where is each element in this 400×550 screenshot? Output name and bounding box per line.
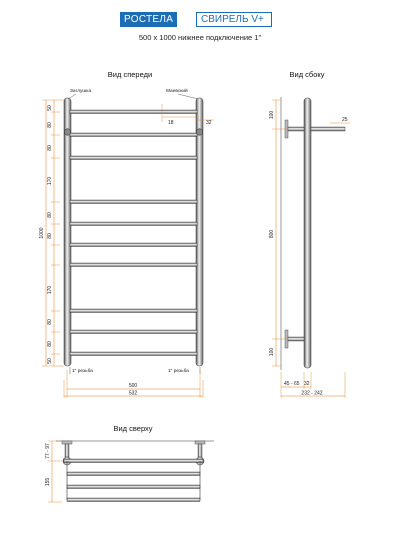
rung xyxy=(70,309,197,313)
dim-v-2: 80 xyxy=(47,145,53,151)
side-dim-bottom: 100 xyxy=(269,347,275,357)
thread-left-label: 1" резьба xyxy=(72,369,93,374)
side-dim-bracket: 45 - 65 xyxy=(284,381,300,387)
top-dim-upper: 77 - 97 xyxy=(45,443,51,459)
dim-v-7: 80 xyxy=(47,319,53,325)
lower-bracket-arm xyxy=(288,337,304,341)
rung xyxy=(70,200,197,204)
rungs xyxy=(70,110,197,356)
dim-v-9: 50 xyxy=(47,358,53,364)
side-rung-stub xyxy=(311,127,345,131)
side-dim-top: 100 xyxy=(269,110,275,120)
dim-overall: 532 xyxy=(128,390,138,397)
plug-label: Заглушка xyxy=(70,89,92,94)
front-view-title: Вид спереди xyxy=(107,70,153,79)
side-dim-center: 800 xyxy=(269,229,275,239)
dim-v-6: 170 xyxy=(47,285,53,295)
top-rung-3 xyxy=(67,485,200,489)
left-post xyxy=(64,98,71,366)
dim-v-4: 80 xyxy=(47,212,53,218)
dim-v-0: 50 xyxy=(47,105,53,111)
bracket-left-top xyxy=(64,129,70,135)
top-bracket-right-arm xyxy=(198,444,202,457)
thread-right-label: 1" резьба xyxy=(168,369,189,374)
right-post xyxy=(196,98,203,366)
brand-label: РОСТЕЛА xyxy=(120,12,177,27)
top-view-title: Вид сверху xyxy=(113,424,153,433)
rung xyxy=(70,330,197,334)
upper-bracket-arm xyxy=(288,127,304,131)
front-width-dimensions xyxy=(64,370,203,398)
side-view xyxy=(269,70,350,398)
front-left-dimensions xyxy=(39,100,64,366)
top-bracket-left-arm xyxy=(65,444,69,457)
subtitle: 500 x 1000 нижнее подключение 1" xyxy=(138,33,262,42)
top-view xyxy=(45,424,214,502)
front-view xyxy=(39,70,214,398)
dim-32: 32 xyxy=(206,120,212,126)
top-rung-1 xyxy=(64,459,203,463)
dim-18: 18 xyxy=(168,120,174,126)
dim-v-8: 80 xyxy=(47,341,53,347)
rung xyxy=(70,222,197,226)
dim-v-1: 80 xyxy=(47,122,53,128)
valve-label: Маевский xyxy=(166,89,188,94)
side-view-title: Вид сбоку xyxy=(289,70,325,79)
top-bracket-right-plate xyxy=(195,441,205,444)
dim-v-5: 80 xyxy=(47,233,53,239)
dim-width: 500 xyxy=(128,383,138,389)
dim-v-3: 170 xyxy=(47,176,53,186)
rung xyxy=(70,110,197,114)
top-dim-lower: 155 xyxy=(45,477,51,487)
side-dim-25: 25 xyxy=(342,117,348,123)
side-dim-32: 32 xyxy=(304,381,310,387)
rung xyxy=(70,352,197,356)
side-dim-total: 232 - 242 xyxy=(301,390,323,397)
rung xyxy=(70,243,197,247)
dim-total: 1000 xyxy=(39,227,45,239)
rung xyxy=(70,263,197,267)
rung xyxy=(70,156,197,160)
side-post xyxy=(304,98,311,368)
model-label: СВИРЕЛЬ V+ xyxy=(196,12,272,27)
rung xyxy=(70,133,197,137)
top-rung-4 xyxy=(67,498,200,502)
bracket-right-top xyxy=(196,129,202,135)
top-bracket-left-plate xyxy=(62,441,72,444)
top-rung-2 xyxy=(67,472,200,476)
